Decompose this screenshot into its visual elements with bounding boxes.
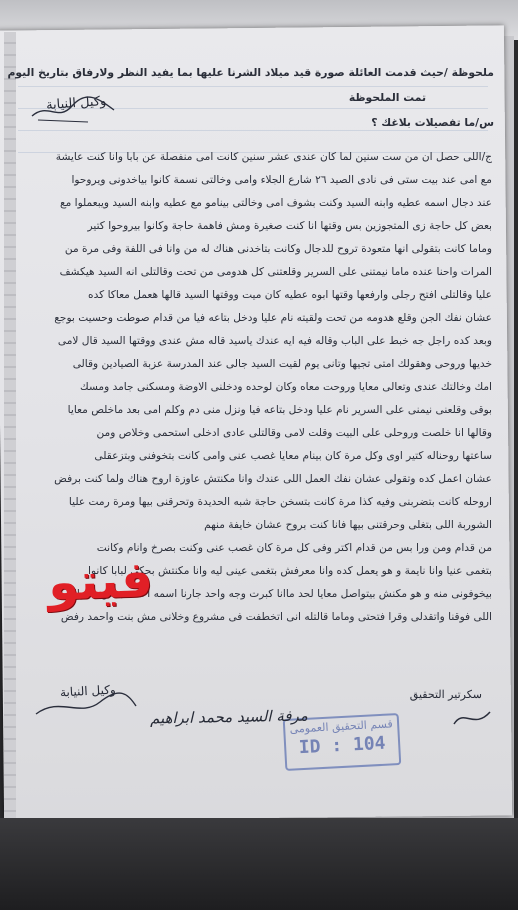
- background-bottom: [0, 818, 518, 910]
- statement-line: بوقى وقلعنى نيمنى على السرير نام عليا ودخل بتاعه فيا ونزل منى دم وكلم امى بعد ماخلص معايا: [67, 404, 492, 416]
- statement-line: عشان نفك الجن وقلع هدومه من تحت ولقيته نام عليا ودخل بتاعه فيا من قدام صوطت وحسيت بوجع: [54, 312, 492, 324]
- statement-line: من قدام ومن ورا بس من قدام اكتر وفى كل مرة كان غصب عنى وكنت بصرخ وانام وكانت: [96, 542, 492, 554]
- secretary-label: سكرتير التحقيق: [409, 688, 482, 701]
- prosecutor-signature-top: وكيل النيابة: [45, 93, 107, 114]
- stamp-id: ID : 104: [298, 732, 387, 759]
- secretary-signature-icon: [450, 704, 494, 734]
- note-done: تمت الملحوظة: [348, 91, 426, 104]
- statement-line: عند دجال اسمه عطيه وابنه السيد وكنت بشوف امى وخالتى بينامو مع عطيه وابنه السيد ويبعملوا مع: [59, 197, 492, 209]
- page-rule: [18, 130, 488, 131]
- statement-line: بتغمى عنيا وانا نايمة و هو يعمل كده وانا معرفش بتغمى عينى ليه وانا مكنتش بحكى لبابا كانوا: [88, 565, 492, 577]
- statement-line: عشان اعمل كده وتقولى عشان نفك العمل اللى عندك وانا مكنتش عاوزة اروح هناك ولما كنت برفض: [54, 473, 492, 485]
- statement-line: وماما كانت بتقولى انها متعودة تروح للدجال وكانت بتاخدنى هناك له من وانا فى اللفة وفى مرة من: [64, 243, 492, 255]
- statement-line: اللى فوقنا واتقدلى وقرا فتحتى وماما قالتله انى اتخطفت فى مشروع وخلانى مش بنت واحمد رفض: [60, 611, 492, 623]
- watermark-logo: فيتو: [47, 550, 154, 612]
- stamp-title: قسم التحقيق العمومى: [289, 717, 394, 736]
- statement-line: بيخوفونى منه و هو مكنش بيتواصل معايا لحد ماانا كبرت وجه واحد جارنا اسمه احمد ساكن فى الدور: [57, 588, 492, 600]
- prosecutor-scribble-icon: [30, 684, 140, 724]
- page-binding-edge: [4, 32, 16, 822]
- page-rule: [18, 86, 488, 87]
- statement-line: خديها وروحى وهقولك امتى تجيها وتانى يوم لقيت السيد جالى عند المدرسة عزبة الصيادين وقالى: [72, 358, 492, 370]
- statement-line: وقالها انا خلصت وروحلى على البيت وقلت لامى وقالتلى عادى ادخلى استحمى وخلاص ومن: [96, 427, 492, 439]
- statement-line: وبعد كده راجل جه خبط على الباب وقاله فيه ايه عندك ياسيد قاله مش عندى ووقتها السيد قال لامى: [57, 335, 492, 347]
- statement-line: ج/اللى حصل ان من ست سنين لما كان عندى عشر سنين كانت امى منفصلة عن بابا وانا كنت عايشة: [55, 151, 492, 163]
- statement-line: الشوربة اللى بتغلى وحرقتنى بيها فانا كنت بروح عشان خايفة منهم: [204, 519, 492, 531]
- prosecutor-signature-bottom: وكيل النيابة: [59, 682, 117, 700]
- witness-signature: مرفة السيد محمد ابراهيم: [149, 706, 308, 728]
- statement-line: ساعتها روحناله كتير اوى وكل مرة كان بينام معايا غصب عنى وامى كانت بتخوفنى وبتزعقلى: [94, 450, 492, 462]
- statement-line: بعض كل حاجة زى المتجوزين بس وقتها انا كنت صغيرة ومش فاهمة حاجة وكانوا بيروحوا كتير: [87, 220, 492, 232]
- statement-line: امك وخالتك عندى وتعالى معايا وروحت معاه وكان لوحده ودخلنى الاوضة ومسكنى جامد ومسك: [80, 381, 492, 393]
- statement-line: اروحله كانت بتضربنى وفيه كذا مرة كانت بتسخن حاجة شبه الحديدة وتحرقنى بيها ومرة رمت عليا: [68, 496, 492, 508]
- question-line: س/ما تفصيلات بلاغك ؟: [371, 116, 494, 129]
- statement-line: عليا وقالتلى افتح رجلى وارفعها وقتها ابوه عطيه كان ميت ووقتها السيد قالها هعمل معاكا كده: [88, 289, 492, 301]
- statement-line: مع امى عند بيت ستى فى نادى الصيد ٢٦ شارع الجلاء وامى وخالتى نسمة كانوا بياخدونى ويروحوا: [71, 174, 492, 186]
- signature-scribble-icon: [28, 92, 118, 126]
- statement-line: المرات واحنا عنده ماما نيمتنى على السرير وقلعتنى كل هدومى من تحت وقالتلى انه السيد هيكشف: [59, 266, 492, 278]
- note-line: ملحوظة /حيث قدمت العائلة صورة قيد ميلاد الشرنا عليها بما يفيد النظر ولارفاق بتاريخ اليوم: [7, 66, 494, 79]
